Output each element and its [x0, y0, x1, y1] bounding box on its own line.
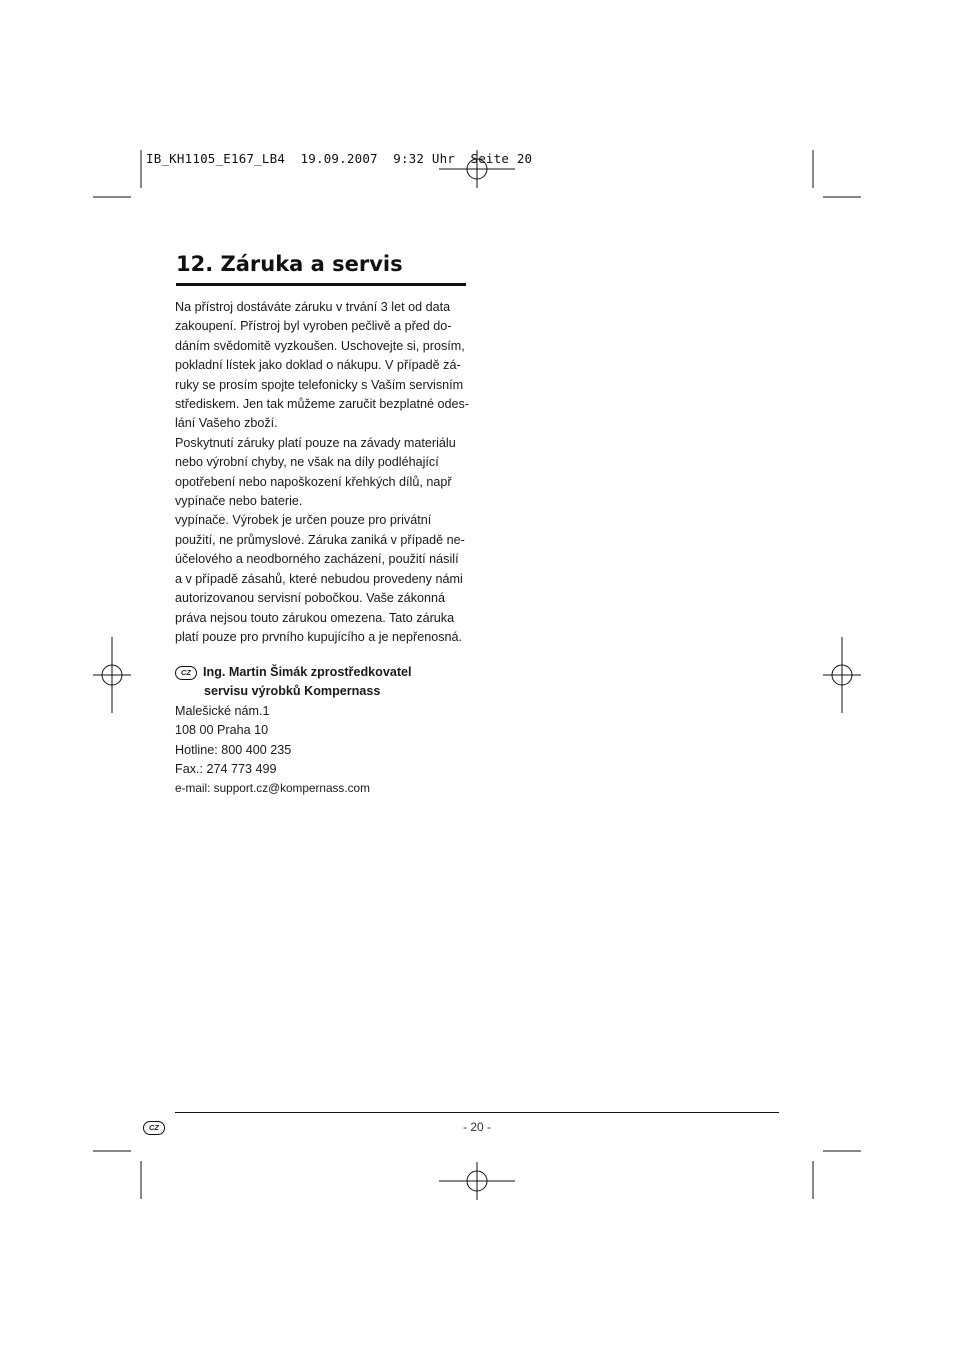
footer-rule	[175, 1112, 779, 1113]
body-line: platí pouze pro prvního kupujícího a je nepřenosná.	[175, 629, 463, 644]
body-line: vypínače nebo baterie.	[175, 494, 303, 509]
print-slug: IB_KH1105_E167_LB4 19.09.2007 9:32 Uhr Seite 20	[146, 151, 533, 166]
body-line: vypínače. Výrobek je určen pouze pro privátní	[175, 513, 432, 528]
body-line: střediskem. Jen tak můžeme zaručit bezplatné odes-	[175, 397, 469, 412]
body-line: a v případě zásahů, které nebudou provedeny námi	[175, 571, 463, 586]
company-line-2: servisu výrobků Kompernass	[204, 684, 381, 699]
email: e-mail: support.cz@kompernass.com	[175, 781, 370, 796]
body-line: nebo výrobní chyby, ne však na díly podléhající	[175, 455, 439, 470]
service-contact	[175, 663, 495, 799]
body-line: autorizovanou servisní pobočkou. Vaše zákonná	[175, 591, 446, 606]
country-badge-icon: CZ	[175, 666, 197, 680]
body-line: ruky se prosím spojte telefonicky s Vaším servisním	[175, 377, 464, 392]
body-line: lání Vašeho zboží.	[175, 416, 278, 431]
body-line: opotřebení nebo napoškození křehkých dílů, např	[175, 474, 452, 489]
body-line: dáním svědomitě vyzkoušen. Uschovejte si, prosím,	[175, 338, 465, 353]
body-line: zakoupení. Přístroj byl vyroben pečlivě a před do-	[175, 319, 452, 334]
footer-country-badge-icon: CZ	[143, 1121, 165, 1135]
title-underline	[176, 283, 466, 286]
body-line: Poskytnutí záruky platí pouze na závady materiálu	[175, 435, 456, 450]
body-line: pokladní lístek jako doklad o nákupu. V případě zá-	[175, 358, 461, 373]
fax: Fax.: 274 773 499	[175, 762, 277, 777]
body-line: účelového a neodborného zacházení, použití násilí	[175, 552, 459, 567]
body-line: práva nejsou touto zárukou omezena. Tato záruka	[175, 610, 455, 625]
company-line-1	[175, 663, 495, 682]
address-street: Malešické nám.1	[175, 703, 270, 718]
hotline: Hotline: 800 400 235	[175, 742, 292, 757]
address-city: 108 00 Praha 10	[175, 723, 269, 738]
body-line: Na přístroj dostáváte záruku v trvání 3 let od data	[175, 300, 451, 314]
body-line: použití, ne průmyslové. Záruka zaniká v případě ne-	[175, 532, 465, 547]
page-number: - 20 -	[462, 1120, 491, 1134]
section-title: 12. Záruka a servis	[176, 252, 403, 276]
company-name: Ing. Martin Šimák zprostředkovatel	[203, 665, 412, 679]
warranty-text	[175, 298, 475, 647]
